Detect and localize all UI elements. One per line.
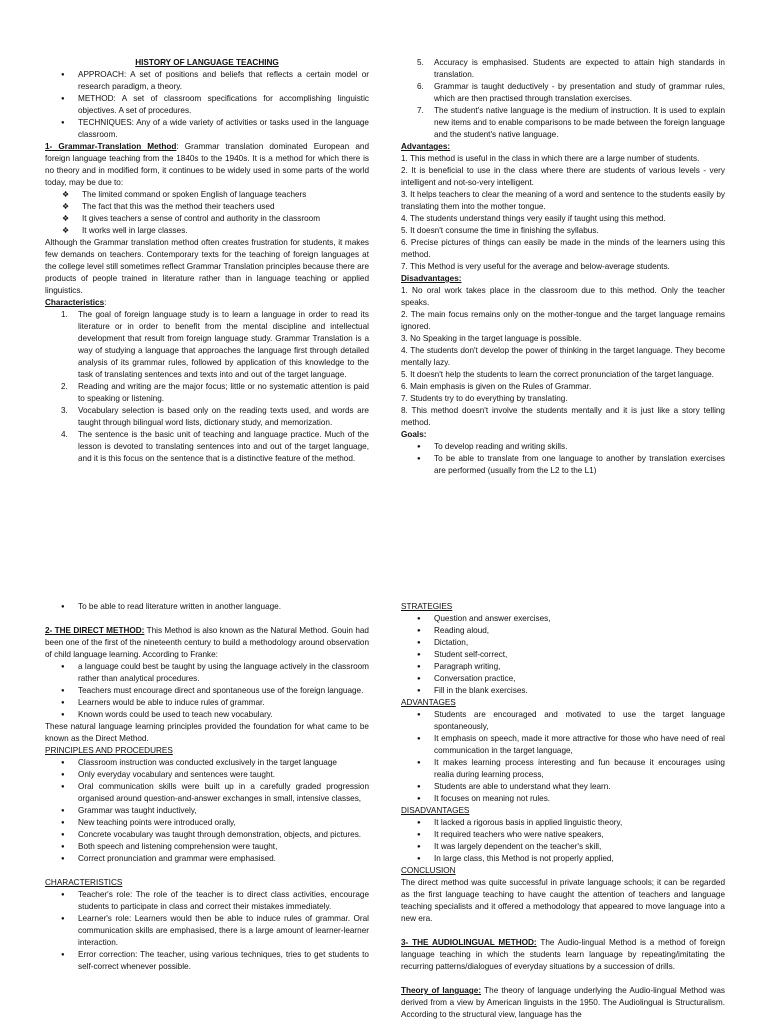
list-item: ❖ The fact that this was the method their teachers used: [82, 201, 369, 213]
advantages-heading: Advantages:: [401, 142, 451, 151]
list-item: ● To develop reading and writing skills.: [434, 441, 725, 453]
gtm-heading: 1- Grammar-Translation Method: [45, 142, 177, 151]
advantage-item: 5. It doesn't consume the time in finishing the syllabus.: [401, 226, 599, 235]
theory-heading: Theory of language:: [401, 986, 482, 995]
disadvantage-item: 8. This method doesn't involve the students mentally and it is just like a story telling method.: [401, 406, 725, 427]
list-item: ● Learners would be able to induce rules of grammar.: [78, 697, 369, 709]
list-item: ● Reading aloud,: [434, 625, 725, 637]
disadvantage-item: 2. The main focus remains only on the mother-tongue and the target language remains ignored.: [401, 310, 725, 331]
principles-list: [45, 757, 369, 865]
conclusion-paragraph: The direct method was quite successful in private language schools; it can be regarded as the first language teaching to have caught the attention of teachers and language teaching specialists and it offered a methodology that appeared to move language into a new era.: [401, 878, 725, 923]
dm-natural-paragraph: These natural language learning principles provided the foundation for what came to be known as the Direct Method.: [45, 722, 369, 743]
list-item: ● It was largely dependent on the teacher's skill,: [434, 841, 725, 853]
list-item: ● Oral communication skills were built up in a carefully graded progression organised around question-and-answer exchanges in small, intensive classes,: [78, 781, 369, 805]
list-item: ● Correct pronunciation and grammar were emphasised.: [78, 853, 369, 865]
list-item: ● Classroom instruction was conducted exclusively in the target language: [78, 757, 369, 769]
list-item: 4. The sentence is the basic unit of teaching and language practice. Much of the lesson is devoted to translating sentences into and out of the target language, and it is this focus on the sentence that is a distinctive feature of the method.: [61, 430, 369, 463]
alm-heading: 3- THE AUDIOLINGUAL METHOD:: [401, 938, 537, 947]
definitions-list: [45, 69, 369, 141]
document-page-2: [0, 512, 768, 1024]
list-item: ● Error correction: The teacher, using various techniques, tries to get students to self-correct whenever possible.: [78, 949, 369, 973]
gtm-intro-paragraph: [45, 141, 369, 189]
list-item: ● Learner's role: Learners would then be able to induce rules of grammar. Oral communication skills are emphasised, there is a large amount of learner-learner interaction.: [78, 913, 369, 949]
disadvantage-item: 1. No oral work takes place in the classroom due to this method. Only the teacher speaks.: [401, 286, 725, 307]
list-item: ● It emphasis on speech, made it more attractive for those who have need of real communication in the target language,: [434, 733, 725, 757]
list-item: 1. The goal of foreign language study is to learn a language in order to read its literature or in order to benefit from the mental discipline and intellectual development that result from foreign language study. Grammar Translation is a way of studying a language that approaches the language first through detailed analysis of its grammar rules, followed by application of this knowledge to the task of translating sentences and texts into and out of the target language.: [61, 310, 369, 379]
list-item: ● It lacked a rigorous basis in applied linguistic theory,: [434, 817, 725, 829]
list-item: ● Grammar was taught inductively,: [78, 805, 369, 817]
list-item: ● New teaching points were introduced orally,: [78, 817, 369, 829]
list-item: ● Students are able to understand what they learn.: [434, 781, 725, 793]
alm-intro-text: The Audio-lingual Method is a method of foreign language teaching in which the students learn language by repeating/imitating the recurring patterns/dialogues of everyday situations by a succession of drills.: [401, 938, 725, 971]
principles-heading: PRINCIPLES AND PROCEDURES: [45, 746, 173, 755]
franke-points-list: [45, 661, 369, 721]
list-item: ● Both speech and listening comprehension were taught,: [78, 841, 369, 853]
characteristics-heading-line: Characteristics:: [45, 298, 107, 307]
goals-list: [401, 441, 725, 477]
gtm-intro-text: : Grammar translation dominated European and foreign language teaching from the 1840s to the 1940s. It is a method for which there is no theory and in modified form, it continues to be widely used in some parts of the world today, may be due to:: [45, 142, 369, 187]
conclusion-heading: CONCLUSION: [401, 866, 456, 875]
page1-right-column: [401, 57, 725, 477]
page2-right-column: [401, 601, 725, 1021]
disadvantage-item: 5. It doesn't help the students to learn the correct pronunciation of the target language.: [401, 370, 714, 379]
list-item: ● Dictation,: [434, 637, 725, 649]
advantage-item: 2. It is beneficial to use in the class where there are students of various levels - very intelligent and not-so-very intelligent.: [401, 166, 725, 187]
list-item: ● Paragraph writing,: [434, 661, 725, 673]
document-title: HISTORY OF LANGUAGE TEACHING: [135, 58, 279, 67]
page2-left-column: [45, 601, 369, 973]
gtm-characteristics-continued: [401, 57, 725, 141]
list-item: ● Question and answer exercises,: [434, 613, 725, 625]
list-item: ● Teachers must encourage direct and spontaneous use of the foreign language.: [78, 685, 369, 697]
advantage-item: 4. The students understand things very easily if taught using this method.: [401, 214, 666, 223]
list-item: ● Only everyday vocabulary and sentences were taught.: [78, 769, 369, 781]
theory-text: The theory of language underlying the Audio-lingual Method was derived from a view by American linguists in the 1950. The Audiolingual is Structuralism. According to the structural view, language has the: [401, 986, 725, 1019]
list-item: 5. Accuracy is emphasised. Students are expected to attain high standards in translation.: [417, 58, 725, 79]
theory-paragraph: [401, 985, 725, 1021]
definition-techniques: ● TECHNIQUES: Any of a wide variety of activities or tasks used in the language classroom.: [78, 117, 369, 141]
goals-list-continued: [45, 601, 369, 613]
alm-intro-paragraph: [401, 937, 725, 973]
list-item: ● It makes learning process interesting and fun because it encourages using realia during learning process,: [434, 757, 725, 781]
gtm-frustration-paragraph: Although the Grammar translation method often creates frustration for students, it makes few demands on teachers. Contemporary texts for the teaching of foreign languages at the college level still sometimes reflect Grammar Translation principles because there are products of people trained in literature rather than in language teaching or applied linguistics.: [45, 238, 369, 295]
list-item: ● Fill in the blank exercises.: [434, 685, 725, 697]
definition-approach: ● APPROACH: A set of positions and beliefs that reflects a certain model or research paradigm, a theory.: [78, 69, 369, 93]
list-item: ● To be able to translate from one language to another by translation exercises are performed (usually from the L2 to the L1): [434, 453, 725, 477]
list-item: ● Teacher's role: The role of the teacher is to direct class activities, encourage students to participate in class and correct their mistakes immediately.: [78, 889, 369, 913]
dm-characteristics-heading: CHARACTERISTICS: [45, 878, 123, 887]
dm-heading: 2- THE DIRECT METHOD:: [45, 626, 145, 635]
advantage-item: 7. This Method is very useful for the average and below-average students.: [401, 262, 670, 271]
characteristics-heading: Characteristics: [45, 298, 105, 307]
list-item: ● Students are encouraged and motivated to use the target language spontaneously,: [434, 709, 725, 733]
advantage-item: 6. Precise pictures of things can easily be made in the minds of the learners using this method.: [401, 238, 725, 259]
dm-advantages-heading: ADVANTAGES: [401, 698, 456, 707]
disadvantage-item: 4. The students don't develop the power of thinking in the target language. They become mentally lazy.: [401, 346, 725, 367]
strategies-heading: STRATEGIES: [401, 602, 453, 611]
advantage-item: 3. It helps teachers to clear the meaning of a word and sentence to the students easily by translating them into the mother tongue.: [401, 190, 725, 211]
list-item: ● Student self-correct,: [434, 649, 725, 661]
list-item: ● Conversation practice,: [434, 673, 725, 685]
dm-disadvantages-list: [401, 817, 725, 865]
list-item: 2. Reading and writing are the major focus; little or no systematic attention is paid to speaking or listening.: [61, 382, 369, 403]
list-item: 3. Vocabulary selection is based only on the reading texts used, and words are taught through bilingual word lists, dictionary study, and memorization.: [61, 406, 369, 427]
list-item: ● To be able to read literature written in another language.: [78, 601, 369, 613]
list-item: ● a language could best be taught by using the language actively in the classroom rather than analytical procedures.: [78, 661, 369, 685]
gtm-characteristics-list: [45, 309, 369, 465]
list-item: 6. Grammar is taught deductively - by presentation and study of grammar rules, which are then practised through translation exercises.: [417, 82, 725, 103]
dm-disadvantages-heading: DISADVANTAGES: [401, 806, 470, 815]
dm-intro-paragraph: [45, 625, 369, 661]
strategies-list: [401, 613, 725, 697]
list-item: 7. The student's native language is the medium of instruction. It is used to explain new items and to enable comparisons to be made between the foreign language and the student's native language.: [417, 106, 725, 139]
list-item: ● In large class, this Method is not properly applied,: [434, 853, 725, 865]
dm-advantages-list: [401, 709, 725, 805]
disadvantage-item: 3. No Speaking in the target language is possible.: [401, 334, 582, 343]
disadvantage-item: 7. Students try to do everything by translating.: [401, 394, 568, 403]
advantage-item: 1. This method is useful in the class in which there are a large number of students.: [401, 154, 700, 163]
list-item: ❖ It works well in large classes.: [82, 225, 369, 237]
list-item: ● Known words could be used to teach new vocabulary.: [78, 709, 369, 721]
dm-characteristics-list: [45, 889, 369, 973]
definition-method: ● METHOD: A set of classroom specifications for accomplishing linguistic objectives. A set of procedures.: [78, 93, 369, 117]
list-item: ❖ The limited command or spoken English of language teachers: [82, 189, 369, 201]
disadvantages-heading: Disadvantages:: [401, 274, 462, 283]
disadvantage-item: 6. Main emphasis is given on the Rules of Grammar.: [401, 382, 592, 391]
page1-left-column: [45, 57, 369, 465]
gtm-reasons-list: [45, 189, 369, 237]
goals-heading: Goals:: [401, 430, 427, 439]
list-item: ❖ It gives teachers a sense of control and authority in the classroom: [82, 213, 369, 225]
list-item: ● It focuses on meaning not rules.: [434, 793, 725, 805]
list-item: ● It required teachers who were native speakers,: [434, 829, 725, 841]
list-item: ● Concrete vocabulary was taught through demonstration, objects, and pictures.: [78, 829, 369, 841]
dm-intro-text: This Method is also known as the Natural Method. Gouin had been one of the first of the nineteenth century to build a methodology around observation of child language learning. According to Franke:: [45, 626, 369, 659]
